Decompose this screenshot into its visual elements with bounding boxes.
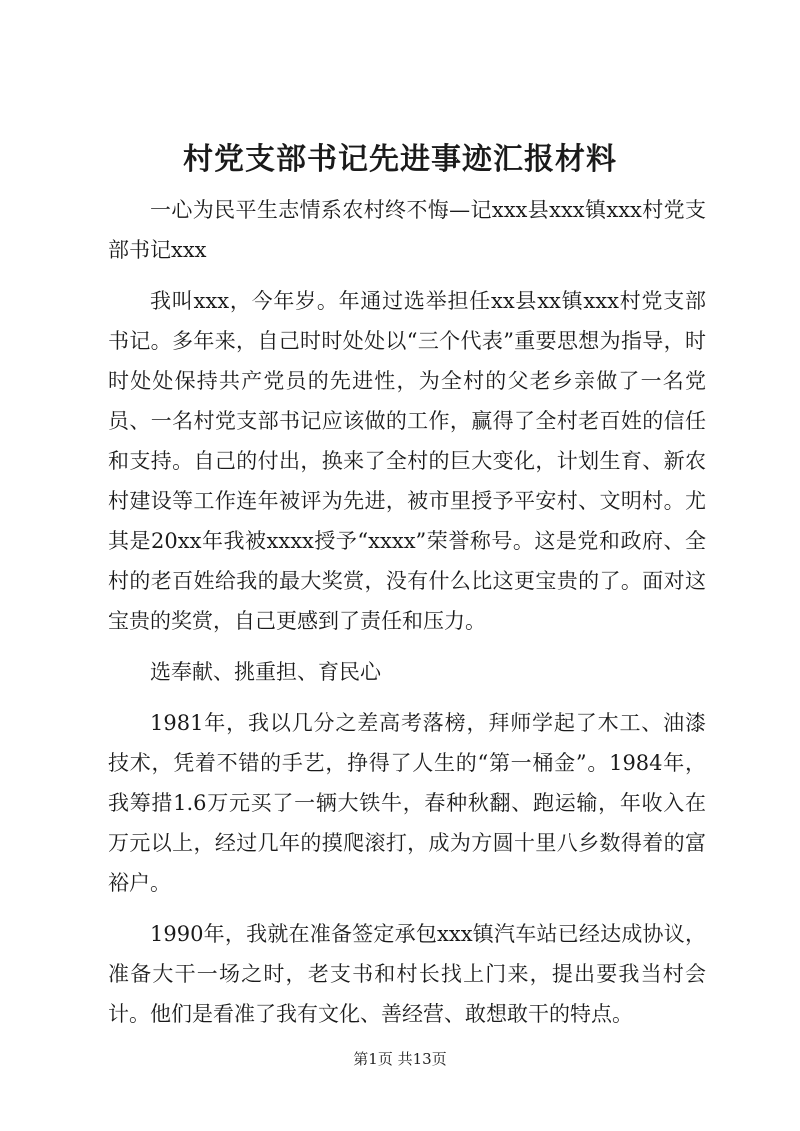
- body-paragraph: 1990年，我就在准备签定承包xxx镇汽车站已经达成协议，准备大干一场之时，老支书和村长找上门来，提出要我当村会计。他们是看准了我有文化、善经营、敢想敢干的特点。: [108, 922, 706, 1026]
- page-number-footer: 第1页 共13页: [353, 1050, 447, 1068]
- body-paragraph: 1981年，我以几分之差高考落榜，拜师学起了木工、油漆技术，凭着不错的手艺，挣得了人生的“第一桶金”。1984年，我筹措1.6万元买了一辆大铁牛，春种秋翻、跑运输，年收入在万元以上，经过几年的摸爬滚打，成为方圆十里八乡数得着的富裕户。: [108, 711, 706, 895]
- document-title: 村党支部书记先进事迹汇报材料: [183, 142, 617, 177]
- subtitle-paragraph: 一心为民平生志情系农村终不悔—记xxx县xxx镇xxx村党支部书记xxx: [108, 198, 706, 262]
- document-body: [108, 190, 706, 1034]
- body-paragraph: 我叫xxx，今年岁。年通过选举担任xx县xx镇xxx村党支部书记。多年来，自己时时处处以“三个代表”重要思想为指导，时时处处保持共产党员的先进性，为全村的父老乡亲做了一名党员、一名村党支部书记应该做的工作，赢得了全村老百姓的信任和支持。自己的付出，换来了全村的巨大变化，计划生育、新农村建设等工作连年被评为先进，被市里授予平安村、文明村。尤其是20xx年我被xxxx授予“xxxx”荣誉称号。这是党和政府、全村的老百姓给我的最大奖赏，没有什么比这更宝贵的了。面对这宝贵的奖赏，自己更感到了责任和压力。: [108, 289, 706, 633]
- section-heading: 选奉献、挑重担、育民心: [150, 660, 381, 684]
